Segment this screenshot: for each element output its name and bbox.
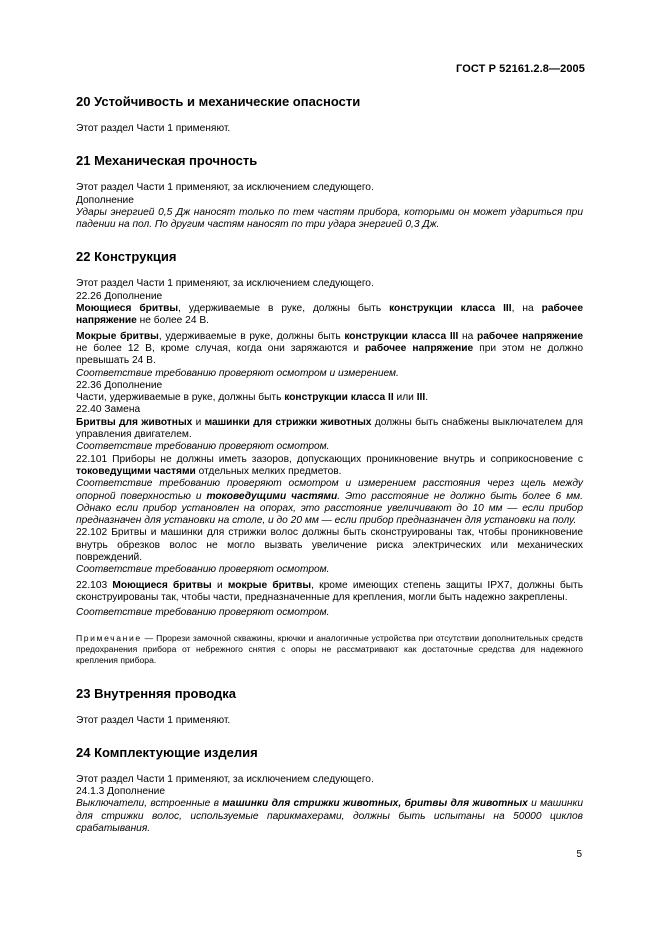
- term: рабочее напряжение: [364, 342, 474, 354]
- text-run: , удерживаемые в руке, должны быть: [178, 303, 390, 315]
- text-run: . Это расстояние не должно быть более 6 мм. Однако если прибор установлен на опорах, это расстояние увеличивают до 10 мм — если прибор предназначен для установки на столе, и до 20 мм — если прибор предназначен для установки на полу.: [76, 490, 583, 527]
- check-inspection: Соответствие требованию проверяют осмотром.: [76, 607, 330, 619]
- term: Моющиеся бритвы: [76, 303, 179, 315]
- section-21-italic: Удары энергией 0,5 Дж наносят только по тем частям прибора, которыми он может удариться при падении на пол. По другим частям наносят по три удара энергией 0,3 Дж.: [76, 206, 583, 231]
- text-run: Выключатели, встроенные в: [76, 798, 223, 810]
- text-run: .: [425, 392, 429, 404]
- term: конструкции класса III: [389, 303, 512, 315]
- text-run: 22.101 Приборы не должны иметь зазоров, допускающих проникновение внутрь и соприкосновение с: [76, 453, 583, 465]
- section-22-text: Этот раздел Части 1 применяют, за исключением следующего.: [76, 278, 374, 290]
- text-run: 22.103: [76, 579, 113, 591]
- term: машинки для стрижки животных: [204, 416, 372, 428]
- section-23-text: Этот раздел Части 1 применяют.: [76, 714, 231, 726]
- term: машинки для стрижки животных, бритвы для животных: [222, 798, 528, 810]
- term: Бритвы для животных: [76, 416, 193, 428]
- text-run: и: [192, 416, 205, 428]
- clause-24-1-3: 24.1.3 Дополнение: [76, 786, 166, 798]
- paragraph-22-26-a: [76, 303, 583, 328]
- page-number: 5: [576, 849, 582, 860]
- paragraph-22-102: 22.102 Бритвы и машинки для стрижки волос должны быть сконструированы так, чтобы проникновение внутрь обрезков волос не могло вызвать увеличение риска электрических или механических повреждений.: [76, 527, 583, 564]
- paragraph-22-101: [76, 454, 583, 479]
- text-run: , удерживаемые в руке, должны быть: [158, 330, 345, 342]
- section-21-title: 21 Механическая прочность: [76, 153, 258, 169]
- term: Моющиеся бритвы: [112, 579, 212, 591]
- clause-22-26: 22.26 Дополнение: [76, 290, 163, 302]
- check-measure: Соответствие требованию проверяют осмотром и измерением.: [76, 367, 399, 379]
- term: токоведущими частями: [206, 490, 338, 502]
- paragraph-24-1-3: [76, 798, 583, 835]
- text-run: , на: [511, 303, 542, 315]
- text-run: Соответствие требованию проверяют осмотром и измерением расстояния через щель между опорной поверхностью и: [76, 478, 583, 502]
- term: конструкции класса II: [284, 392, 394, 404]
- clause-22-36: 22.36 Дополнение: [76, 379, 163, 391]
- paragraph-22-36: [76, 392, 583, 404]
- document-body: [76, 94, 583, 835]
- paragraph-22-26-b: [76, 331, 583, 368]
- section-21-text: Этот раздел Части 1 применяют, за исключением следующего.: [76, 182, 374, 194]
- term: Мокрые бритвы: [76, 330, 159, 342]
- clause-22-40: 22.40 Замена: [76, 404, 141, 416]
- section-20-text: Этот раздел Части 1 применяют.: [76, 123, 231, 134]
- term: токоведущими частями: [76, 465, 196, 477]
- text-run: и: [211, 579, 228, 591]
- term: мокрые бритвы: [227, 579, 312, 591]
- document-header: ГОСТ Р 52161.2.8—2005: [456, 63, 585, 75]
- term: конструкции класса III: [344, 330, 459, 342]
- text-run: или: [393, 392, 417, 404]
- text-run: при этом не должно превышать 24 В.: [76, 342, 583, 367]
- text-run: и машинки для стрижки волос, используемые парикмахерами, должны быть испытаны на 50000 циклов срабатывания.: [76, 798, 583, 834]
- section-21-addition: Дополнение: [76, 194, 134, 206]
- text-run: на: [458, 330, 478, 342]
- term: рабочее напряжение: [477, 330, 583, 342]
- section-24-title: 24 Комплектующие изделия: [76, 744, 258, 760]
- paragraph-22-103: [76, 580, 583, 605]
- text-run: , кроме имеющих степень защиты IPX7, должны быть сконструированы так, чтобы части, предназначенные для крепления, могли быть надежно закреплены.: [76, 579, 583, 603]
- text-run: Части, удерживаемые в руке, должны быть: [76, 392, 285, 404]
- note: [76, 633, 583, 666]
- section-20-title: 20 Устойчивость и механические опасности: [76, 94, 361, 109]
- section-24-text: Этот раздел Части 1 применяют, за исключением следующего.: [76, 773, 374, 785]
- note-text: — Прорези замочной скважины, крючки и аналогичные устройства при отсутствии дополнительных средств предохранения прибора от небрежного снятия с опоры не рассматривают как достаточные средства для надежного крепления прибора.: [76, 632, 583, 665]
- text-run: отдельных мелких предметов.: [195, 465, 342, 477]
- check-inspection: Соответствие требованию проверяют осмотром.: [76, 441, 330, 453]
- note-label: Примечание: [76, 632, 142, 643]
- paragraph-22-40: [76, 417, 583, 442]
- section-22-title: 22 Конструкция: [76, 249, 177, 265]
- term: III: [416, 392, 426, 404]
- check-inspection: Соответствие требованию проверяют осмотром.: [76, 564, 330, 576]
- text-run: не более 24 В.: [136, 315, 209, 327]
- text-run: должны быть снабжены выключателем для управления двигателем.: [76, 416, 583, 441]
- paragraph-22-101-check: [76, 478, 583, 527]
- term: рабочее напряжение: [76, 303, 583, 327]
- section-23-title: 23 Внутренняя проводка: [76, 685, 237, 701]
- text-run: не более 12 В, кроме случая, когда они заряжаются и: [76, 342, 365, 354]
